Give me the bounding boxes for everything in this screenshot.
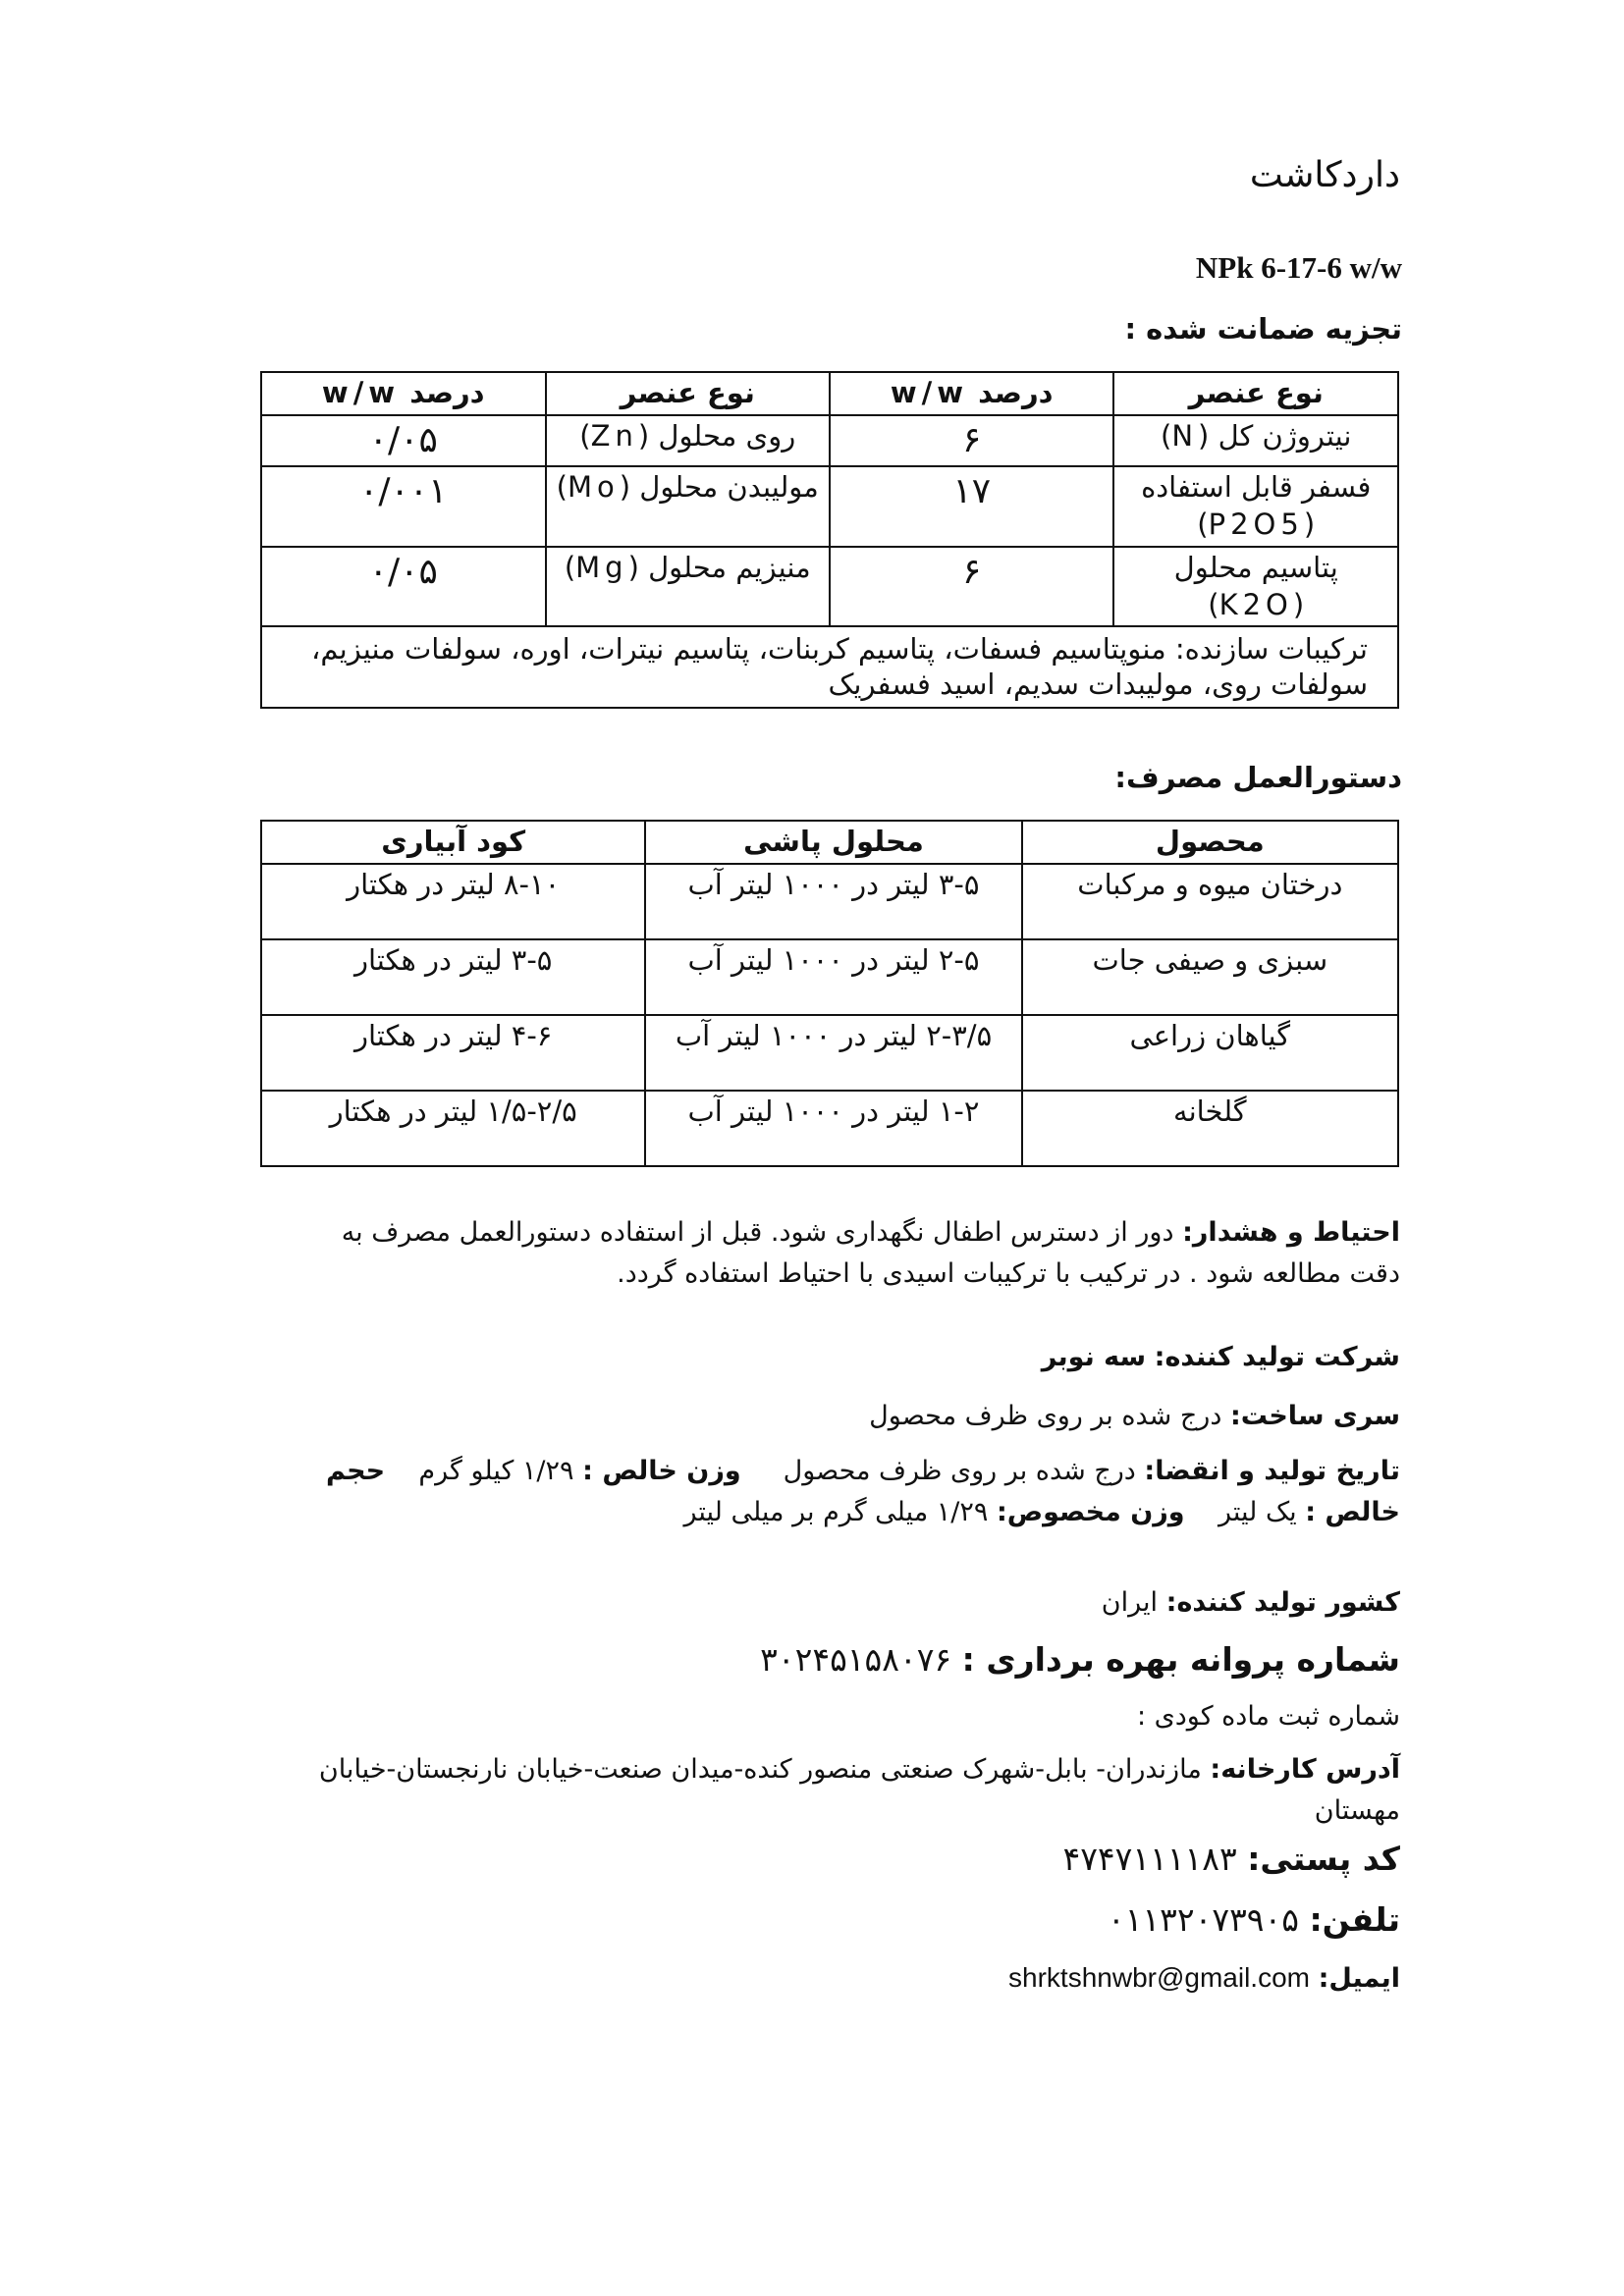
table-row: [261, 1015, 1398, 1091]
analysis-title: تجزیه ضمانت شده :: [1124, 312, 1402, 346]
percent-cell: ۶: [830, 415, 1113, 467]
element-cell: نیتروژن کل (N): [1113, 415, 1398, 467]
column-header: محصول: [1022, 821, 1398, 864]
usage-table: [260, 820, 1399, 1167]
irrigation-cell: ۴-۶ لیتر در هکتار: [261, 1015, 645, 1091]
element-cell: مولیبدن محلول (Mo): [546, 466, 830, 546]
crop-cell: گیاهان زراعی: [1022, 1015, 1398, 1091]
table-row: [261, 466, 1398, 546]
postal-label: کد پستی:: [1247, 1840, 1400, 1878]
email-label: ایمیل:: [1318, 1963, 1400, 1994]
percent-cell: ۱۷: [830, 466, 1113, 546]
country-line: [1102, 1582, 1400, 1624]
percent-cell: ۰/۰۵: [261, 415, 546, 467]
brand-name: داردکاشت: [1249, 155, 1400, 195]
caution-label: احتیاط و هشدار:: [1182, 1217, 1400, 1248]
column-header: درصد w/w: [830, 372, 1113, 415]
column-header: درصد w/w: [261, 372, 546, 415]
net-volume-value: یک لیتر: [1218, 1496, 1297, 1527]
irrigation-cell: ۸-۱۰ لیتر در هکتار: [261, 864, 645, 939]
table-row: [261, 864, 1398, 939]
net-volume-label: حجم خالص :: [325, 1456, 1400, 1527]
dates-label: تاریخ تولید و انقضا:: [1144, 1456, 1400, 1486]
phone-line: [1108, 1895, 1400, 1945]
irrigation-cell: ۳-۵ لیتر در هکتار: [261, 939, 645, 1015]
usage-header-row: [261, 821, 1398, 864]
manufacturer-value: سه نوبر: [1041, 1342, 1147, 1372]
crop-cell: سبزی و صیفی جات: [1022, 939, 1398, 1015]
spray-cell: ۳-۵ لیتر در ۱۰۰۰ لیتر آب: [645, 864, 1021, 939]
analysis-table: [260, 371, 1399, 709]
postal-value: ۴۷۴۷۱۱۱۱۸۳: [1062, 1840, 1237, 1878]
element-cell: پتاسیم محلول (K2O): [1113, 547, 1398, 626]
spray-cell: ۲-۳/۵ لیتر در ۱۰۰۰ لیتر آب: [645, 1015, 1021, 1091]
crop-cell: گلخانه: [1022, 1091, 1398, 1166]
table-row: [261, 1091, 1398, 1166]
column-header: محلول پاشی: [645, 821, 1021, 864]
batch-line: [869, 1396, 1400, 1437]
ingredients-text: ترکیبات سازنده: منوپتاسیم فسفات، پتاسیم کربنات، پتاسیم نیترات، اوره، سولفات منیزیم، سولفات روی، مولیبدات سدیم، اسید فسفریک: [261, 626, 1398, 708]
email-value: shrktshnwbr@gmail.com: [1008, 1962, 1310, 1993]
postal-line: [1062, 1834, 1400, 1884]
table-row: [261, 939, 1398, 1015]
country-label: کشور تولید کننده:: [1165, 1587, 1400, 1618]
crop-cell: درختان میوه و مرکبات: [1022, 864, 1398, 939]
column-header: کود آبیاری: [261, 821, 645, 864]
license-label: شماره پروانه بهره برداری :: [961, 1640, 1400, 1679]
percent-cell: ۰/۰۰۱: [261, 466, 546, 546]
dates-section: [271, 1451, 1400, 1533]
column-header: نوع عنصر: [1113, 372, 1398, 415]
usage-title: دستورالعمل مصرف:: [1114, 761, 1402, 794]
caution-section: [300, 1212, 1400, 1295]
analysis-header-row: [261, 372, 1398, 415]
density-value: ۱/۲۹ میلی گرم بر میلی لیتر: [683, 1496, 989, 1527]
batch-value: درج شده بر روی ظرف محصول: [869, 1401, 1222, 1431]
spray-cell: ۱-۲ لیتر در ۱۰۰۰ لیتر آب: [645, 1091, 1021, 1166]
batch-label: سری ساخت:: [1229, 1401, 1400, 1431]
element-cell: منیزیم محلول (Mg): [546, 547, 830, 626]
percent-cell: ۶: [830, 547, 1113, 626]
address-label: آدرس کارخانه:: [1210, 1754, 1400, 1785]
element-cell: فسفر قابل استفاده (P2O5): [1113, 466, 1398, 546]
net-weight-value: ۱/۲۹ کیلو گرم: [418, 1456, 574, 1486]
manufacturer-label: شرکت تولید کننده:: [1154, 1342, 1400, 1372]
address-section: [242, 1749, 1400, 1832]
phone-value: ۰۱۱۳۲۰۷۳۹۰۵: [1108, 1900, 1299, 1939]
percent-cell: ۰/۰۵: [261, 547, 546, 626]
spray-cell: ۲-۵ لیتر در ۱۰۰۰ لیتر آب: [645, 939, 1021, 1015]
net-weight-label: وزن خالص :: [582, 1456, 741, 1486]
license-value: ۳۰۲۴۵۱۵۸۰۷۶: [760, 1640, 952, 1679]
column-header: نوع عنصر: [546, 372, 830, 415]
dates-value: درج شده بر روی ظرف محصول: [783, 1456, 1136, 1486]
irrigation-cell: ۱/۵-۲/۵ لیتر در هکتار: [261, 1091, 645, 1166]
manufacturer-line: [1042, 1337, 1400, 1378]
registration-line: [1137, 1696, 1400, 1737]
caution-text: دور از دسترس اطفال نگهداری شود. قبل از استفاده دستورالعمل مصرف به دقت مطالعه شود . در ترکیب با ترکیبات اسیدی با احتیاط استفاده گردد.: [341, 1217, 1400, 1289]
address-value: مازندران- بابل-شهرک صنعتی منصور کنده-میدان صنعت-خیابان نارنجستان-خیابان مهستان: [318, 1754, 1400, 1826]
formula: NPk 6-17-6 w/w: [1195, 250, 1402, 285]
ingredients-row: [261, 626, 1398, 708]
country-value: ایران: [1101, 1587, 1159, 1618]
registration-label: شماره ثبت ماده کودی :: [1136, 1701, 1400, 1732]
table-row: [261, 415, 1398, 467]
email-line: [1008, 1956, 1400, 2000]
phone-label: تلفن:: [1309, 1900, 1400, 1939]
element-cell: روی محلول (Zn): [546, 415, 830, 467]
density-label: وزن مخصوص:: [996, 1496, 1185, 1527]
license-line: [760, 1634, 1400, 1684]
table-row: [261, 547, 1398, 626]
